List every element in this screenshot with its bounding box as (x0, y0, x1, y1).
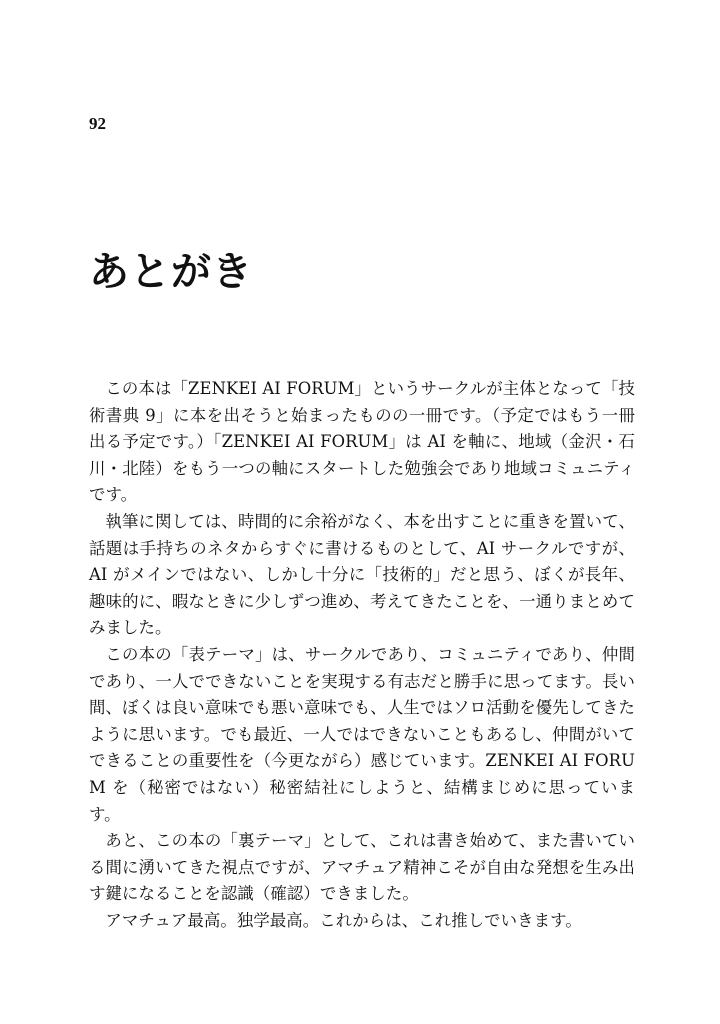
page-number: 92 (89, 114, 106, 133)
chapter-title: あとがき (89, 249, 253, 295)
paragraph-3: この本の「表テーマ」は、サークルであり、コミュニティであり、仲間であり、一人でできないことを実現する有志だと勝手に思ってます。長い間、ぼくは良い意味でも悪い意味でも、人生ではソロ活動を優先してきたように思います。でも最近、一人ではできないこともあるし、仲間がいてできることの重要性を（今更ながら）感じています。ZENKEI AI FORUM を（秘密ではない）秘密結社にしようと、結構まじめに思っています。 (89, 644, 635, 824)
paragraph-1: この本は「ZENKEI AI FORUM」というサークルが主体となって「技術書典 9」に本を出そうと始まったものの一冊です。（予定ではもう一冊出る予定です。）「ZENKEI AI FORUM」は AI を軸に、地域（金沢・石川・北陸）をもう一つの軸にスタートした勉強会であり地域コミュニティです。 (89, 379, 635, 505)
paragraph-5: アマチュア最高。独学最高。これからは、これ推しでいきます。 (105, 910, 582, 930)
afterword-body (89, 376, 635, 934)
paragraph-4: あと、この本の「裏テーマ」として、これは書き始めて、また書いている間に湧いてきた視点ですが、アマチュア精神こそが自由な発想を生み出す鍵になることを認識（確認）できました。 (89, 831, 635, 904)
paragraph-2: 執筆に関しては、時間的に余裕がなく、本を出すことに重きを置いて、話題は手持ちのネタからすぐに書けるものとして、AI サークルですが、AI がメインではない、しかし十分に「技術的」だと思う、ぼくが長年、趣味的に、暇なときに少しずつ進め、考えてきたことを、一通りまとめてみました。 (89, 511, 635, 638)
